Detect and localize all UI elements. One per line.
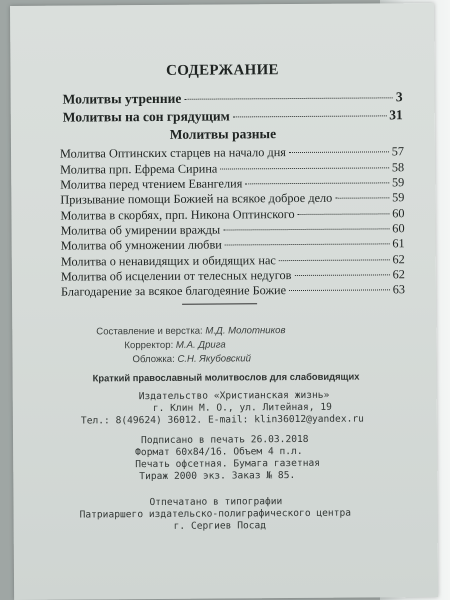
toc-entry-label: Молитва прп. Ефрема Сирина — [60, 161, 218, 177]
credit-composition — [96, 325, 285, 337]
publisher-name: Издательство «Христианская жизнь» — [138, 389, 330, 403]
toc-entry-page: 57 — [391, 144, 405, 159]
credit-name: М.Д. Молотников — [205, 325, 286, 337]
print-run: Тираж 2000 экз. Заказ № 85. — [139, 470, 296, 483]
toc-entry-page: 31 — [389, 107, 403, 123]
printer-city: г. Сергиев Посад — [173, 520, 267, 532]
toc-entry-label: Молитвы утренние — [62, 90, 182, 107]
toc-entry-page: 63 — [392, 282, 406, 297]
leader-dots — [184, 97, 393, 99]
toc-entry-page: 59 — [391, 175, 405, 190]
toc-entry-label: Молитва об умножении любви — [60, 237, 222, 253]
toc-title: СОДЕРЖАНИЕ — [166, 62, 279, 79]
publisher-contacts: Тел.: 8(49624) 36012. E-mail: klin36012@yandex.ru — [80, 413, 364, 427]
leader-dots — [245, 182, 389, 184]
toc-entry — [60, 144, 404, 161]
toc-entry-label: Молитва Оптинских старцев на начало дня — [59, 145, 286, 161]
toc-entry — [61, 282, 405, 299]
toc-entry-page: 58 — [391, 160, 405, 175]
publisher-address: г. Клин М. О., ул. Литейная, 19 — [152, 401, 332, 415]
book-page — [10, 3, 438, 600]
section-divider — [182, 303, 257, 305]
toc-entry-page: 3 — [395, 89, 403, 105]
credit-label: Обложка: — [132, 353, 175, 366]
toc-entry-label: Призывание помощи Божией на всякое доброе дело — [60, 190, 333, 207]
toc-entry — [61, 236, 405, 253]
print-type: Печать офсетная. Бумага газетная — [135, 457, 321, 471]
toc-entry-label: Молитва об умирении вражды — [60, 222, 221, 238]
toc-entry-label: Молитва об исцелении от телесных недугов — [60, 268, 292, 284]
toc-entry-page: 62 — [392, 267, 405, 282]
printed-at: Отпечатано в типографии — [149, 496, 283, 509]
toc-entry-label: Молитва в скорбях, прп. Никона Оптинского — [60, 207, 295, 223]
toc-main-entry — [63, 89, 403, 107]
leader-dots — [294, 274, 389, 276]
toc-entry-page: 59 — [391, 190, 405, 205]
toc-entry-label: Молитвы на сон грядущим — [62, 108, 230, 125]
toc-main-entry — [63, 107, 403, 125]
toc-entry — [60, 190, 404, 207]
printer-name: Патриаршего издательско-полиграфического центра — [79, 507, 352, 521]
signed-date: Подписано в печать 26.03.2018 — [140, 433, 309, 447]
toc-entry-page: 60 — [392, 221, 405, 236]
credit-name: С.Н. Якубовский — [177, 353, 251, 365]
print-format: Формат 60х84/16. Объем 4 п.л. — [135, 445, 303, 459]
credit-cover — [132, 353, 251, 365]
leader-dots — [279, 259, 390, 261]
credit-name: М.А. Дрига — [175, 339, 226, 351]
leader-dots — [225, 243, 390, 245]
toc-entry-page: 60 — [392, 206, 405, 221]
leader-dots — [233, 115, 386, 117]
credit-label: Корректор: — [124, 339, 174, 352]
toc-entry-label: Благодарение за всякое благодеяние Божие — [60, 283, 287, 299]
leader-dots — [335, 197, 389, 198]
leader-dots — [220, 167, 388, 169]
credit-corrector — [124, 340, 225, 352]
leader-dots — [289, 151, 389, 153]
credit-label: Составление и верстка: — [96, 325, 203, 338]
toc-section-title: Молитвы разные — [169, 126, 277, 142]
book-title: Краткий православный молитвослов для слабовидящих — [92, 370, 360, 384]
toc-entry-page: 62 — [392, 252, 405, 267]
leader-dots — [289, 289, 390, 291]
toc-entry-label: Молитва о ненавидящих и обидящих нас — [60, 253, 276, 269]
leader-dots — [223, 228, 389, 230]
toc-entry-page: 61 — [392, 236, 405, 251]
leader-dots — [298, 213, 390, 215]
toc-entry-label: Молитва перед чтением Евангелия — [60, 176, 243, 192]
